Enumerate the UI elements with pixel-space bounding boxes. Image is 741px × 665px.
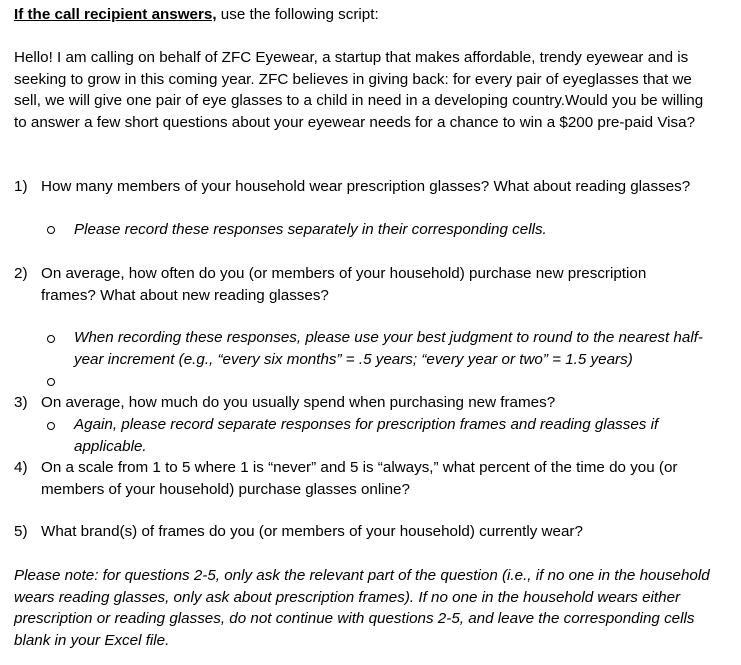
bullet-icon [47, 378, 55, 386]
question-number: 4) [14, 459, 28, 476]
intro-line [14, 4, 726, 26]
question-4-text: On a scale from 1 to 5 where 1 is “never” and 5 is “always,” what percent of the time do you (or members of your household) purchase glasses online? [41, 459, 678, 498]
question-number: 5) [14, 523, 28, 540]
question-number: 1) [14, 178, 28, 195]
question-3-note: Again, please record separate responses for prescription frames and reading glasses if applicable. [74, 416, 659, 455]
question-number: 3) [14, 394, 28, 411]
question-3-text: On average, how much do you usually spend when purchasing new frames? [41, 394, 556, 411]
bullet-icon [47, 226, 55, 234]
intro-heading: If the call recipient answers, [14, 6, 217, 23]
question-number: 2) [14, 265, 28, 282]
question-5-text: What brand(s) of frames do you (or members of your household) currently wear? [41, 523, 583, 540]
bullet-icon [47, 422, 55, 430]
intro-heading-rest: use the following script: [216, 6, 379, 23]
footer-note: Please note: for questions 2-5, only ask the relevant part of the question (i.e., if no one in the household wears reading glasses, only ask about prescription frames). If no one in the household wears either prescription or reading glasses, do not continue with questions 2-5, and leave the corresponding cells blank in your Excel file. [14, 567, 710, 649]
question-2-text: On average, how often do you (or members of your household) purchase new prescription frames? What about new reading glasses? [41, 265, 647, 304]
bullet-icon [47, 335, 55, 343]
call-script-paragraph: Hello! I am calling on behalf of ZFC Eyewear, a startup that makes affordable, trendy eyewear and is seeking to grow in this coming year. ZFC believes in giving back: for every pair of eyeglasses that we sell, we will give one pair of eye glasses to a child in need in a developing country.Would you be willing to answer a few short questions about your eyewear needs for a chance to win a $200 pre-paid Visa? [14, 49, 704, 131]
question-1-text: How many members of your household wear prescription glasses? What about reading glasses? [41, 178, 691, 195]
question-2-note: When recording these responses, please use your best judgment to round to the nearest half-year increment (e.g., “every six months” = .5 years; “every year or two” = 1.5 years) [74, 329, 703, 368]
question-1-note: Please record these responses separately in their corresponding cells. [74, 221, 547, 238]
